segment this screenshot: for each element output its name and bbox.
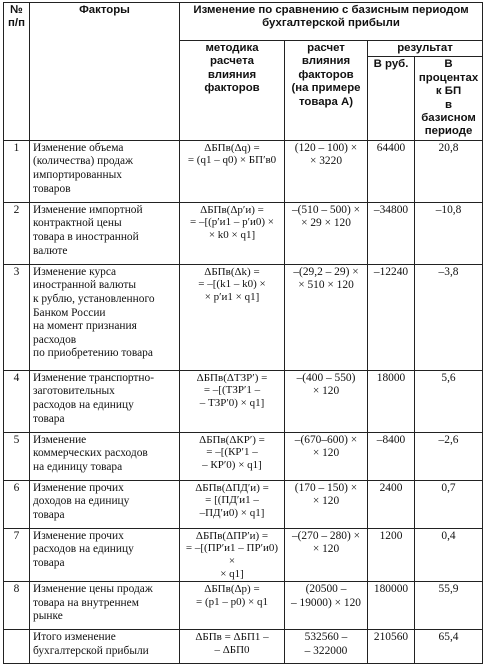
row-rubles: 180000 bbox=[368, 582, 415, 630]
table-row bbox=[4, 528, 483, 581]
row-factor: Изменение цены продаж товара на внутреннем рынке bbox=[30, 582, 180, 630]
row-percent: 55,9 bbox=[415, 582, 483, 630]
row-calculation: (20500 – – 19000) × 120 bbox=[285, 582, 368, 630]
table-row bbox=[4, 370, 483, 432]
row-formula: ΔБПв(Δp′и) = = –[(p′и1 – p′и0) × × k0 × q1] bbox=[180, 202, 285, 264]
row-formula: ΔБПв(ΔКР′) = = –[(КР′1 – – КР′0) × q1] bbox=[180, 432, 285, 480]
row-percent: –10,8 bbox=[415, 202, 483, 264]
row-percent: 0,7 bbox=[415, 480, 483, 528]
row-number: 4 bbox=[4, 370, 30, 432]
row-percent: –2,6 bbox=[415, 432, 483, 480]
row-formula: ΔБПв(Δk) = = –[(k1 – k0) × × p′и1 × q1] bbox=[180, 264, 285, 370]
row-percent: –3,8 bbox=[415, 264, 483, 370]
row-factor: Изменение импортной контрактной цены товара в иностранной валюте bbox=[30, 202, 180, 264]
row-number: 7 bbox=[4, 528, 30, 581]
table-row bbox=[4, 264, 483, 370]
row-number: 5 bbox=[4, 432, 30, 480]
factors-table bbox=[3, 2, 483, 664]
row-percent: 65,4 bbox=[415, 630, 483, 664]
row-rubles: 2400 bbox=[368, 480, 415, 528]
row-factor: Изменение транспортно- заготовительных расходов на единицу товара bbox=[30, 370, 180, 432]
row-factor: Изменение прочих доходов на единицу товара bbox=[30, 480, 180, 528]
row-factor: Изменение коммерческих расходов на единицу товара bbox=[30, 432, 180, 480]
row-number: 6 bbox=[4, 480, 30, 528]
table-row bbox=[4, 480, 483, 528]
row-percent: 0,4 bbox=[415, 528, 483, 581]
header-calculation: расчет влияния факторов (на примере товара А) bbox=[285, 41, 368, 141]
row-factor: Изменение курса иностранной валюты к рублю, установленного Банком России на момент признания расходов по приобретению товара bbox=[30, 264, 180, 370]
header-change-vs-base: Изменение по сравнению с базисным периодом бухгалтерской прибыли bbox=[180, 3, 483, 41]
row-factor: Итого изменение бухгалтерской прибыли bbox=[30, 630, 180, 664]
row-percent: 5,6 bbox=[415, 370, 483, 432]
row-formula: ΔБПв = ΔБП1 – – ΔБП0 bbox=[180, 630, 285, 664]
row-number: 8 bbox=[4, 582, 30, 630]
header-method: методика расчета влияния факторов bbox=[180, 41, 285, 141]
row-rubles: 1200 bbox=[368, 528, 415, 581]
row-calculation: 532560 – – 322000 bbox=[285, 630, 368, 664]
header-result: результат bbox=[368, 41, 483, 57]
row-calculation: –(670–600) × × 120 bbox=[285, 432, 368, 480]
row-calculation: (170 – 150) × × 120 bbox=[285, 480, 368, 528]
row-rubles: –34800 bbox=[368, 202, 415, 264]
row-number bbox=[4, 630, 30, 664]
table-row-total bbox=[4, 630, 483, 664]
table-row bbox=[4, 432, 483, 480]
row-number: 2 bbox=[4, 202, 30, 264]
row-formula: ΔБПв(ΔПР′и) = = –[(ПР′и1 – ПР′и0) × × q1] bbox=[180, 528, 285, 581]
row-calculation: –(270 – 280) × × 120 bbox=[285, 528, 368, 581]
header-rubles: В руб. bbox=[368, 57, 415, 140]
row-number: 1 bbox=[4, 140, 30, 202]
table-row bbox=[4, 202, 483, 264]
row-formula: ΔБПв(ΔТЗР′) = = –[(ТЗР′1 – – ТЗР′0) × q1] bbox=[180, 370, 285, 432]
header-factors: Факторы bbox=[30, 3, 180, 141]
row-formula: ΔБПв(Δp) = = (p1 – p0) × q1 bbox=[180, 582, 285, 630]
row-factor: Изменение объема (количества) продаж импортированных товаров bbox=[30, 140, 180, 202]
row-formula: ΔБПв(ΔПД′и) = = [(ПД′и1 – –ПД′и0) × q1] bbox=[180, 480, 285, 528]
row-rubles: 18000 bbox=[368, 370, 415, 432]
row-calculation: –(400 – 550) × 120 bbox=[285, 370, 368, 432]
header-number: № п/п bbox=[4, 3, 30, 141]
row-rubles: –8400 bbox=[368, 432, 415, 480]
row-rubles: 64400 bbox=[368, 140, 415, 202]
row-percent: 20,8 bbox=[415, 140, 483, 202]
header-percent: В процентах к БП в базисном периоде bbox=[415, 57, 483, 140]
row-calculation: (120 – 100) × × 3220 bbox=[285, 140, 368, 202]
table-row bbox=[4, 582, 483, 630]
row-number: 3 bbox=[4, 264, 30, 370]
table-row bbox=[4, 140, 483, 202]
row-calculation: –(29,2 – 29) × × 510 × 120 bbox=[285, 264, 368, 370]
row-factor: Изменение прочих расходов на единицу товара bbox=[30, 528, 180, 581]
row-formula: ΔБПв(Δq) = = (q1 – q0) × БП′в0 bbox=[180, 140, 285, 202]
row-rubles: 210560 bbox=[368, 630, 415, 664]
row-rubles: –12240 bbox=[368, 264, 415, 370]
row-calculation: –(510 – 500) × × 29 × 120 bbox=[285, 202, 368, 264]
